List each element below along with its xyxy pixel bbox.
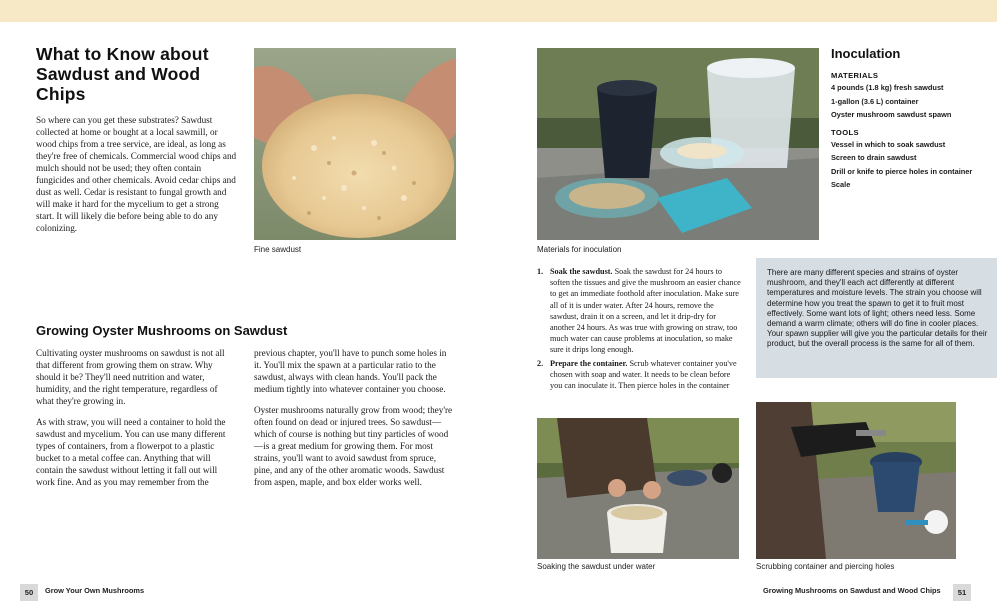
- column-2-paragraph-1: previous chapter, you'll have to punch some holes in it. You'll mix the spawn at a particular ratio to the sawdust, always with clean hands. You'll pack the medium tightly into whatever container you choose.: [254, 348, 447, 394]
- photo-caption-soaking: Soaking the sawdust under water: [537, 562, 656, 571]
- body-column-1: [36, 347, 232, 488]
- materials-item: 1-gallon (3.6 L) container: [831, 96, 919, 106]
- tools-item: Screen to drain sawdust: [831, 153, 917, 162]
- step-number: 2.: [537, 358, 544, 368]
- page-title: What to Know about Sawdust and Wood Chips: [36, 44, 209, 104]
- page-top-band: [0, 0, 997, 22]
- materials-item: Oyster mushroom sawdust spawn: [831, 110, 952, 119]
- column-1-paragraph-1: Cultivating oyster mushrooms on sawdust is not all that different from growing them on straw. Why should it be? They'll need nutrition and water, humidity, and the right temperature, regardless of what they're growing in.: [36, 348, 225, 406]
- step-label: Prepare the container.: [550, 358, 628, 368]
- step-number: 1.: [537, 267, 544, 276]
- materials-photo: [537, 48, 819, 240]
- inoculation-title: Inoculation: [831, 46, 901, 61]
- soaking-photo: [537, 418, 739, 559]
- section-heading: Growing Oyster Mushrooms on Sawdust: [36, 323, 288, 338]
- step-label: Soak the sawdust.: [550, 267, 613, 276]
- step-item: [537, 358, 741, 392]
- column-2-paragraph-2: Oyster mushrooms naturally grow from wood; they're often found on dead or injured trees. So sawdust—which of course is nothing but tiny particles of wood—is a great medium for growing them. For most strains, you'll want to avoid sawdust from spruce, pine, and any of the other aromatic woods. Sawdust from aspen, maple, and box elder works well.: [254, 405, 453, 487]
- tools-item: Drill or knife to pierce holes in container: [831, 166, 973, 176]
- fine-sawdust-photo: [254, 48, 456, 240]
- sidebar-note: [756, 258, 997, 378]
- tools-item: Vessel in which to soak sawdust: [831, 139, 946, 149]
- running-footer-right: Growing Mushrooms on Sawdust and Wood Chips: [763, 586, 941, 595]
- page-number-right: 51: [953, 584, 971, 601]
- tools-item: Scale: [831, 180, 851, 189]
- photo-caption-fine-sawdust: Fine sawdust: [254, 245, 302, 254]
- photo-caption-scrubbing: Scrubbing container and piercing holes: [756, 562, 895, 571]
- photo-caption-materials: Materials for inoculation: [537, 245, 622, 254]
- tools-heading: TOOLS: [831, 127, 860, 137]
- materials-item: 4 pounds (1.8 kg) fresh sawdust: [831, 83, 944, 92]
- step-item: [537, 266, 741, 356]
- scrubbing-photo: [756, 402, 956, 559]
- inoculation-steps: [537, 266, 741, 393]
- column-1-paragraph-2: As with straw, you will need a container to hold the sawdust and mycelium. You can use many different types of containers, from a flowerpot to a plastic bucket to a metal coffee can. Anything that will contain the sawdust without letting it fall out will work fine. And as you may remember from the: [36, 417, 226, 487]
- body-column-2: [254, 347, 456, 488]
- step-text: Scrub whatever container you've chosen with soap and water. It needs to be clean before you can inoculate it. Then pierce holes in the container: [550, 358, 737, 391]
- step-text: Soak the sawdust for 24 hours to soften the tissues and give the mushroom an easier chance to get an immediate foothold after inoculation. Make sure all of it is under water. After 24 hours, remove the sawdust, drain it on a screen, and let it drip-dry for another 24 hours. As was true with growing on straw, too much water can cause problems at inoculation, so make sure it drips long enough.: [550, 267, 741, 355]
- page-number-left: 50: [20, 584, 38, 601]
- materials-tools-list: [831, 71, 989, 194]
- sidebar-text: There are many different species and strains of oyster mushroom, and they'll each act differently at different temperatures and moisture levels. The strain you choose will determine how you treat the spawn to get it to fruit most effectively. Some want lots of light; others need less. Some demand a warm climate; others will do fine in cooler places. Your spawn supplier will give you the particular details for their product, but the overall process is the same for all of them.: [767, 268, 988, 349]
- running-footer-left: Grow Your Own Mushrooms: [45, 586, 145, 595]
- intro-paragraph: So where can you get these substrates? Sawdust collected at home or bought at a local sawmill, or wood chips from a tree service, are ideal, as long as they're free of chemicals. Commercial wood chips and mulch should not be used; they often contain fungicides and other chemicals. Avoid cedar chips and dust as well. Cedar is resistant to fungal growth and will make it hard for the mycelium to get a strong start. It will likely die before being able to do any colonizing.: [36, 115, 237, 233]
- materials-heading: MATERIALS: [831, 71, 879, 80]
